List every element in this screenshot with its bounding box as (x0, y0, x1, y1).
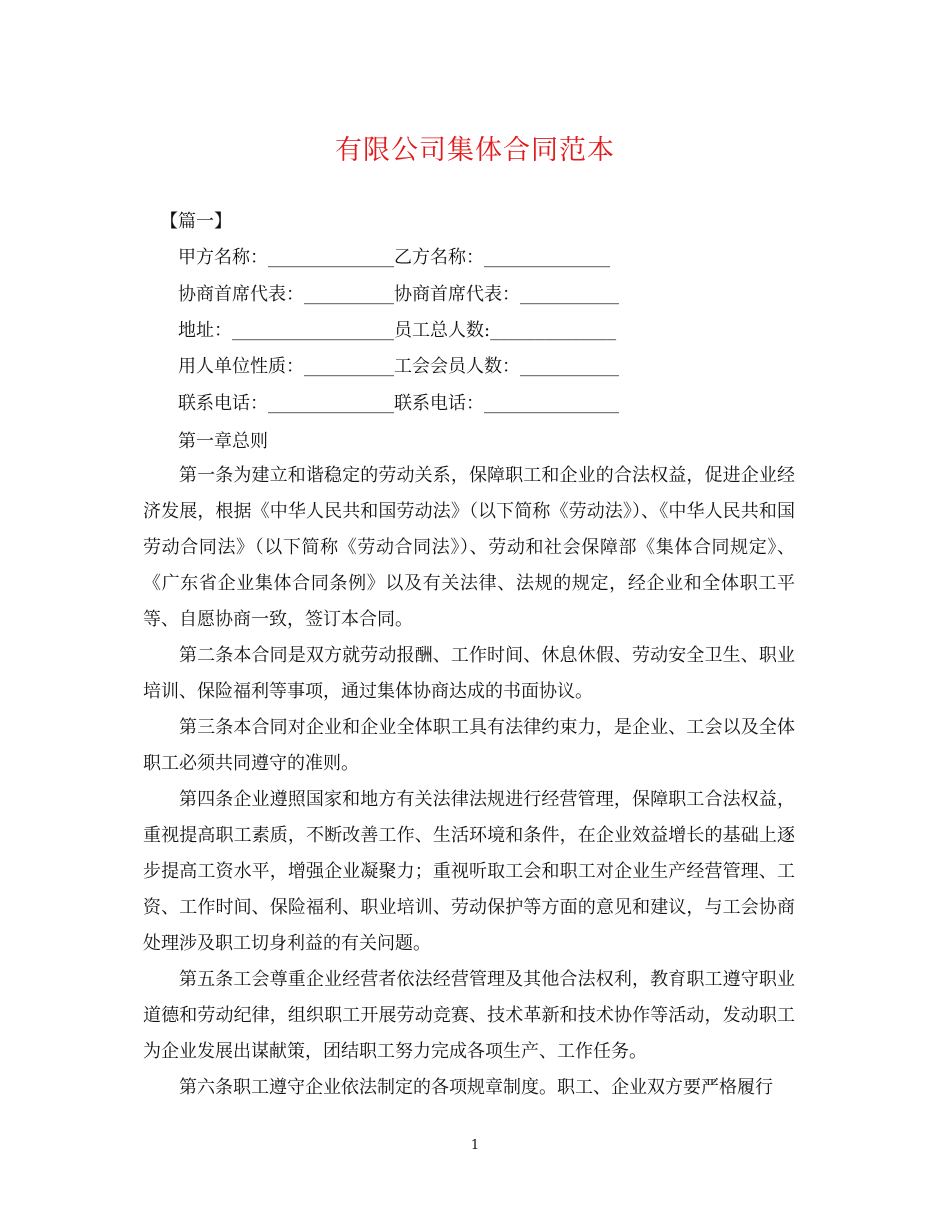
article-paragraph: 第六条职工遵守企业依法制定的各项规章制度。职工、企业双方要严格履行 (179, 1077, 773, 1098)
form-line-address-employees: 地址：__________________员工总人数:______________ (178, 320, 617, 341)
article-paragraph: 第二条本合同是双方就劳动报酬、工作时间、休息休假、劳动安全卫生、职业培训、保险福利等事项，通过集体协商达成的书面协议。 (143, 645, 795, 702)
page-number: 1 (470, 1138, 480, 1153)
article-paragraph: 第五条工会尊重企业经营者依法经营管理及其他合法权利，教育职工遵守职业道德和劳动纪律，组织职工开展劳动竞赛、技术革新和技术协作等活动，发动职工为企业发展出谋献策，团结职工努力完成各项生产、工作任务。 (143, 969, 795, 1062)
form-line-phones: 联系电话：______________联系电话：_______________ (178, 393, 619, 414)
article-paragraph: 第一条为建立和谐稳定的劳动关系，保障职工和企业的合法权益，促进企业经济发展，根据《中华人民共和国劳动法》（以下简称《劳动法》）、《中华人民共和国劳动合同法》（以下简称《劳动合同法》）、劳动和社会保障部《集体合同规定》、《广东省企业集体合同条例》以及有关法律、法规的规定，经企业和全体职工平等、自愿协商一致，签订本合同。 (143, 465, 795, 630)
article-paragraph: 第四条企业遵照国家和地方有关法律法规进行经营管理，保障职工合法权益，重视提高职工素质，不断改善工作、生活环境和条件，在企业效益增长的基础上逐步提高工资水平，增强企业凝聚力；重视听取工会和职工对企业生产经营管理、工资、工作时间、保险福利、职业培训、劳动保护等方面的意见和建议，与工会协商处理涉及职工切身利益的有关问题。 (143, 789, 795, 954)
document-title: 有限公司集体合同范本 (335, 135, 615, 166)
form-line-party-names: 甲方名称：______________乙方名称：______________ (178, 247, 610, 268)
form-line-representatives: 协商首席代表：__________协商首席代表：___________ (178, 284, 619, 305)
article-paragraph: 第三条本合同对企业和企业全体职工具有法律约束力，是企业、工会以及全体职工必须共同遵守的准则。 (143, 717, 795, 774)
form-line-employer-type: 用人单位性质：__________工会会员人数：___________ (178, 356, 619, 377)
document-body (143, 458, 795, 1106)
section-label: 【篇一】 (160, 211, 232, 232)
chapter-heading: 第一章总则 (178, 431, 268, 452)
